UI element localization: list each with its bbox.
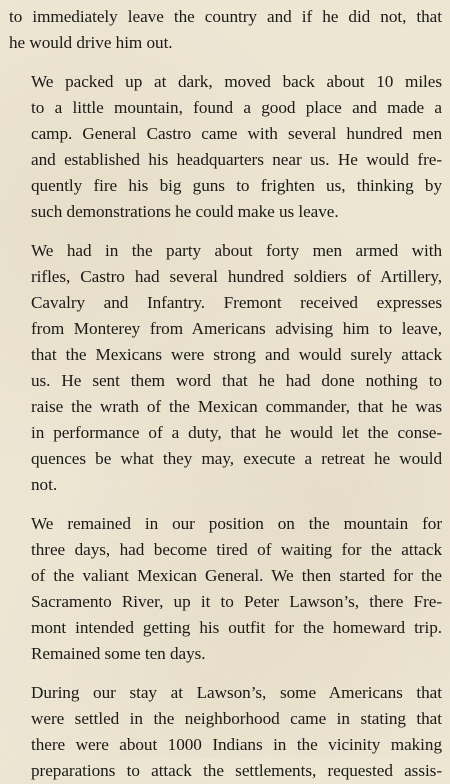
text-line: We packed up at dark, moved back about 10 miles [31, 72, 442, 91]
text-line: three days, had become tired of waiting for the attack [31, 540, 442, 559]
text-line: raise the wrath of the Mexican commander, that he was [31, 397, 442, 416]
text-line: such demonstrations he could make us leave. [31, 202, 339, 221]
text-line: from Monterey from Americans advising him to leave, [31, 319, 442, 338]
text-line: not. [31, 475, 58, 494]
paragraph-5 [9, 680, 442, 784]
text-line: that the Mexicans were strong and would surely attack [31, 345, 442, 364]
text-line: of the valiant Mexican General. We then started for the [31, 566, 442, 585]
text-line: Cavalry and Infantry. Fremont received expresses [31, 293, 442, 312]
text-line: were settled in the neighborhood came in stating that [31, 709, 442, 728]
text-line: he would drive him out. [9, 33, 173, 52]
text-line: We had in the party about forty men armed with [31, 241, 442, 260]
paragraph-4 [9, 511, 442, 667]
text-line: preparations to attack the settlements, requested assis- [31, 761, 442, 780]
text-line: Remained some ten days. [31, 644, 206, 663]
text-line: there were about 1000 Indians in the vicinity making [31, 735, 442, 754]
text-line: quently fire his big guns to frighten us, thinking by [31, 176, 442, 195]
text-line: During our stay at Lawson’s, some Americans that [31, 683, 442, 702]
text-line: rifles, Castro had several hundred soldiers of Artillery, [31, 267, 442, 286]
paragraph-1 [9, 4, 442, 56]
paragraph-3 [9, 238, 442, 498]
text-line: to immediately leave the country and if he did not, that [9, 7, 442, 26]
text-line: to a little mountain, found a good place and made a [31, 98, 442, 117]
text-line: Sacramento River, up it to Peter Lawson’s, there Fre- [31, 592, 442, 611]
paragraph-2 [9, 69, 442, 225]
text-line: camp. General Castro came with several hundred men [31, 124, 442, 143]
text-line: We remained in our position on the mountain for [31, 514, 442, 533]
text-line: us. He sent them word that he had done nothing to [31, 371, 442, 390]
text-line: quences be what they may, execute a retreat he would [31, 449, 442, 468]
text-line: in performance of a duty, that he would let the conse- [31, 423, 442, 442]
text-line: and established his headquarters near us. He would fre- [31, 150, 442, 169]
text-line: mont intended getting his outfit for the homeward trip. [31, 618, 442, 637]
